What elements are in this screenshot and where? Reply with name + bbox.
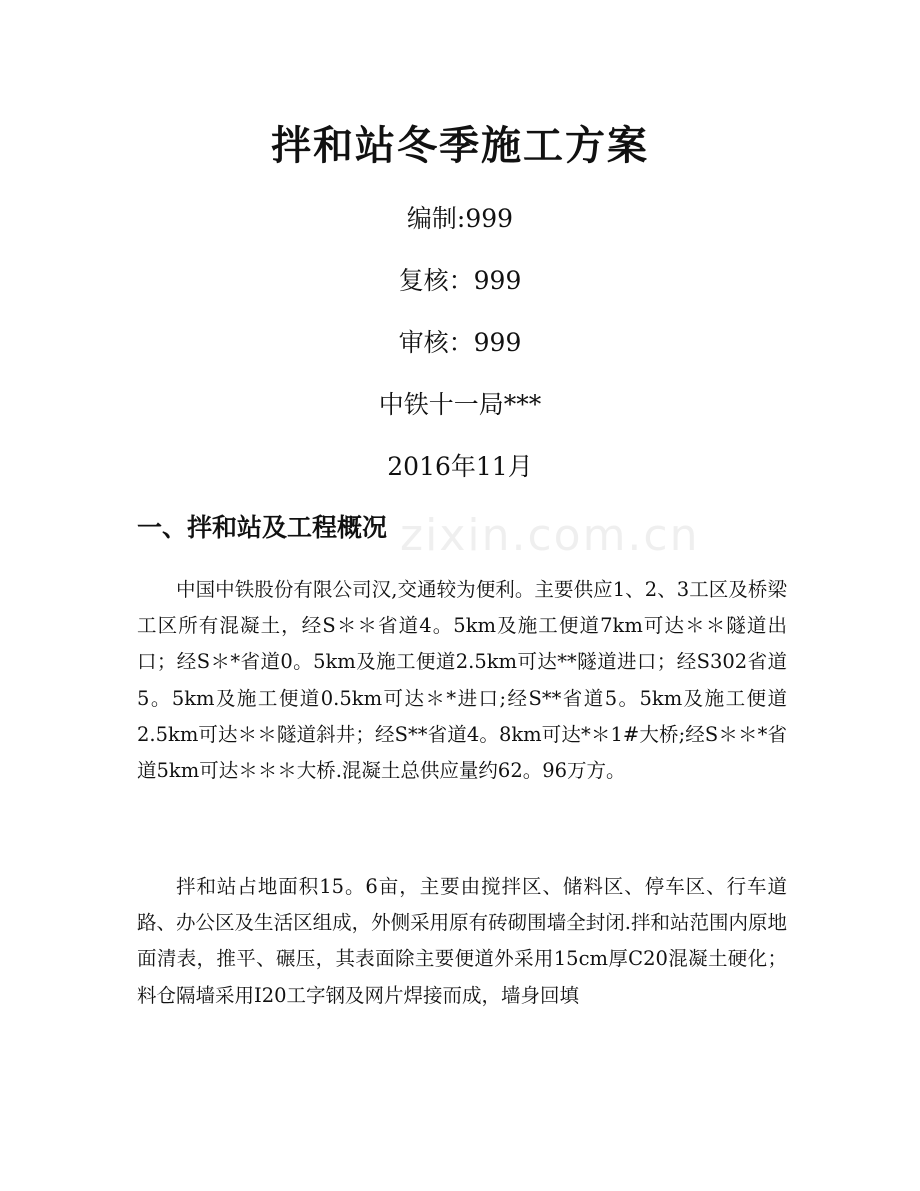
watermark: zixin.com.cn — [400, 510, 700, 561]
organization-line: 中铁十一局*** — [378, 390, 542, 419]
paragraph: 中国中铁股份有限公司汉,交通较为便利。主要供应1、2、3工区及桥梁工区所有混凝土，经S＊＊省道4。5km及施工便道7km可达＊＊隧道出口；经S＊*省道0。5km及施工便道2.5km可达**隧道进口；经S302省道5。5km及施工便道0.5km可达＊*进口;经S**省道5。5km及施工便道2.5km可达＊＊隧道斜井；经S**省道4。8km可达*＊1#大桥;经S＊＊*省道5km可达＊＊＊大桥.混凝土总供应量约62。96万方。 — [137, 578, 787, 783]
date-line: 2016年11月 — [387, 452, 533, 481]
paragraph: 拌和站占地面积15。6亩，主要由搅拌区、储料区、停车区、行车道路、办公区及生活区组成，外侧采用原有砖砌围墙全封闭.拌和站范围内原地面清表，推平、碾压，其表面除主要便道外采用15cm厚C20混凝土硬化；料仓隔墙采用I20工字钢及网片焊接而成，墙身回填 — [137, 875, 787, 1007]
reviewer-line: 审核：999 — [398, 328, 522, 357]
section-heading: 一、拌和站及工程概况 — [137, 513, 388, 542]
document-title: 拌和站冬季施工方案 — [271, 123, 649, 169]
compiler-line: 编制:999 — [406, 204, 514, 233]
checker-line: 复核：999 — [398, 266, 522, 295]
